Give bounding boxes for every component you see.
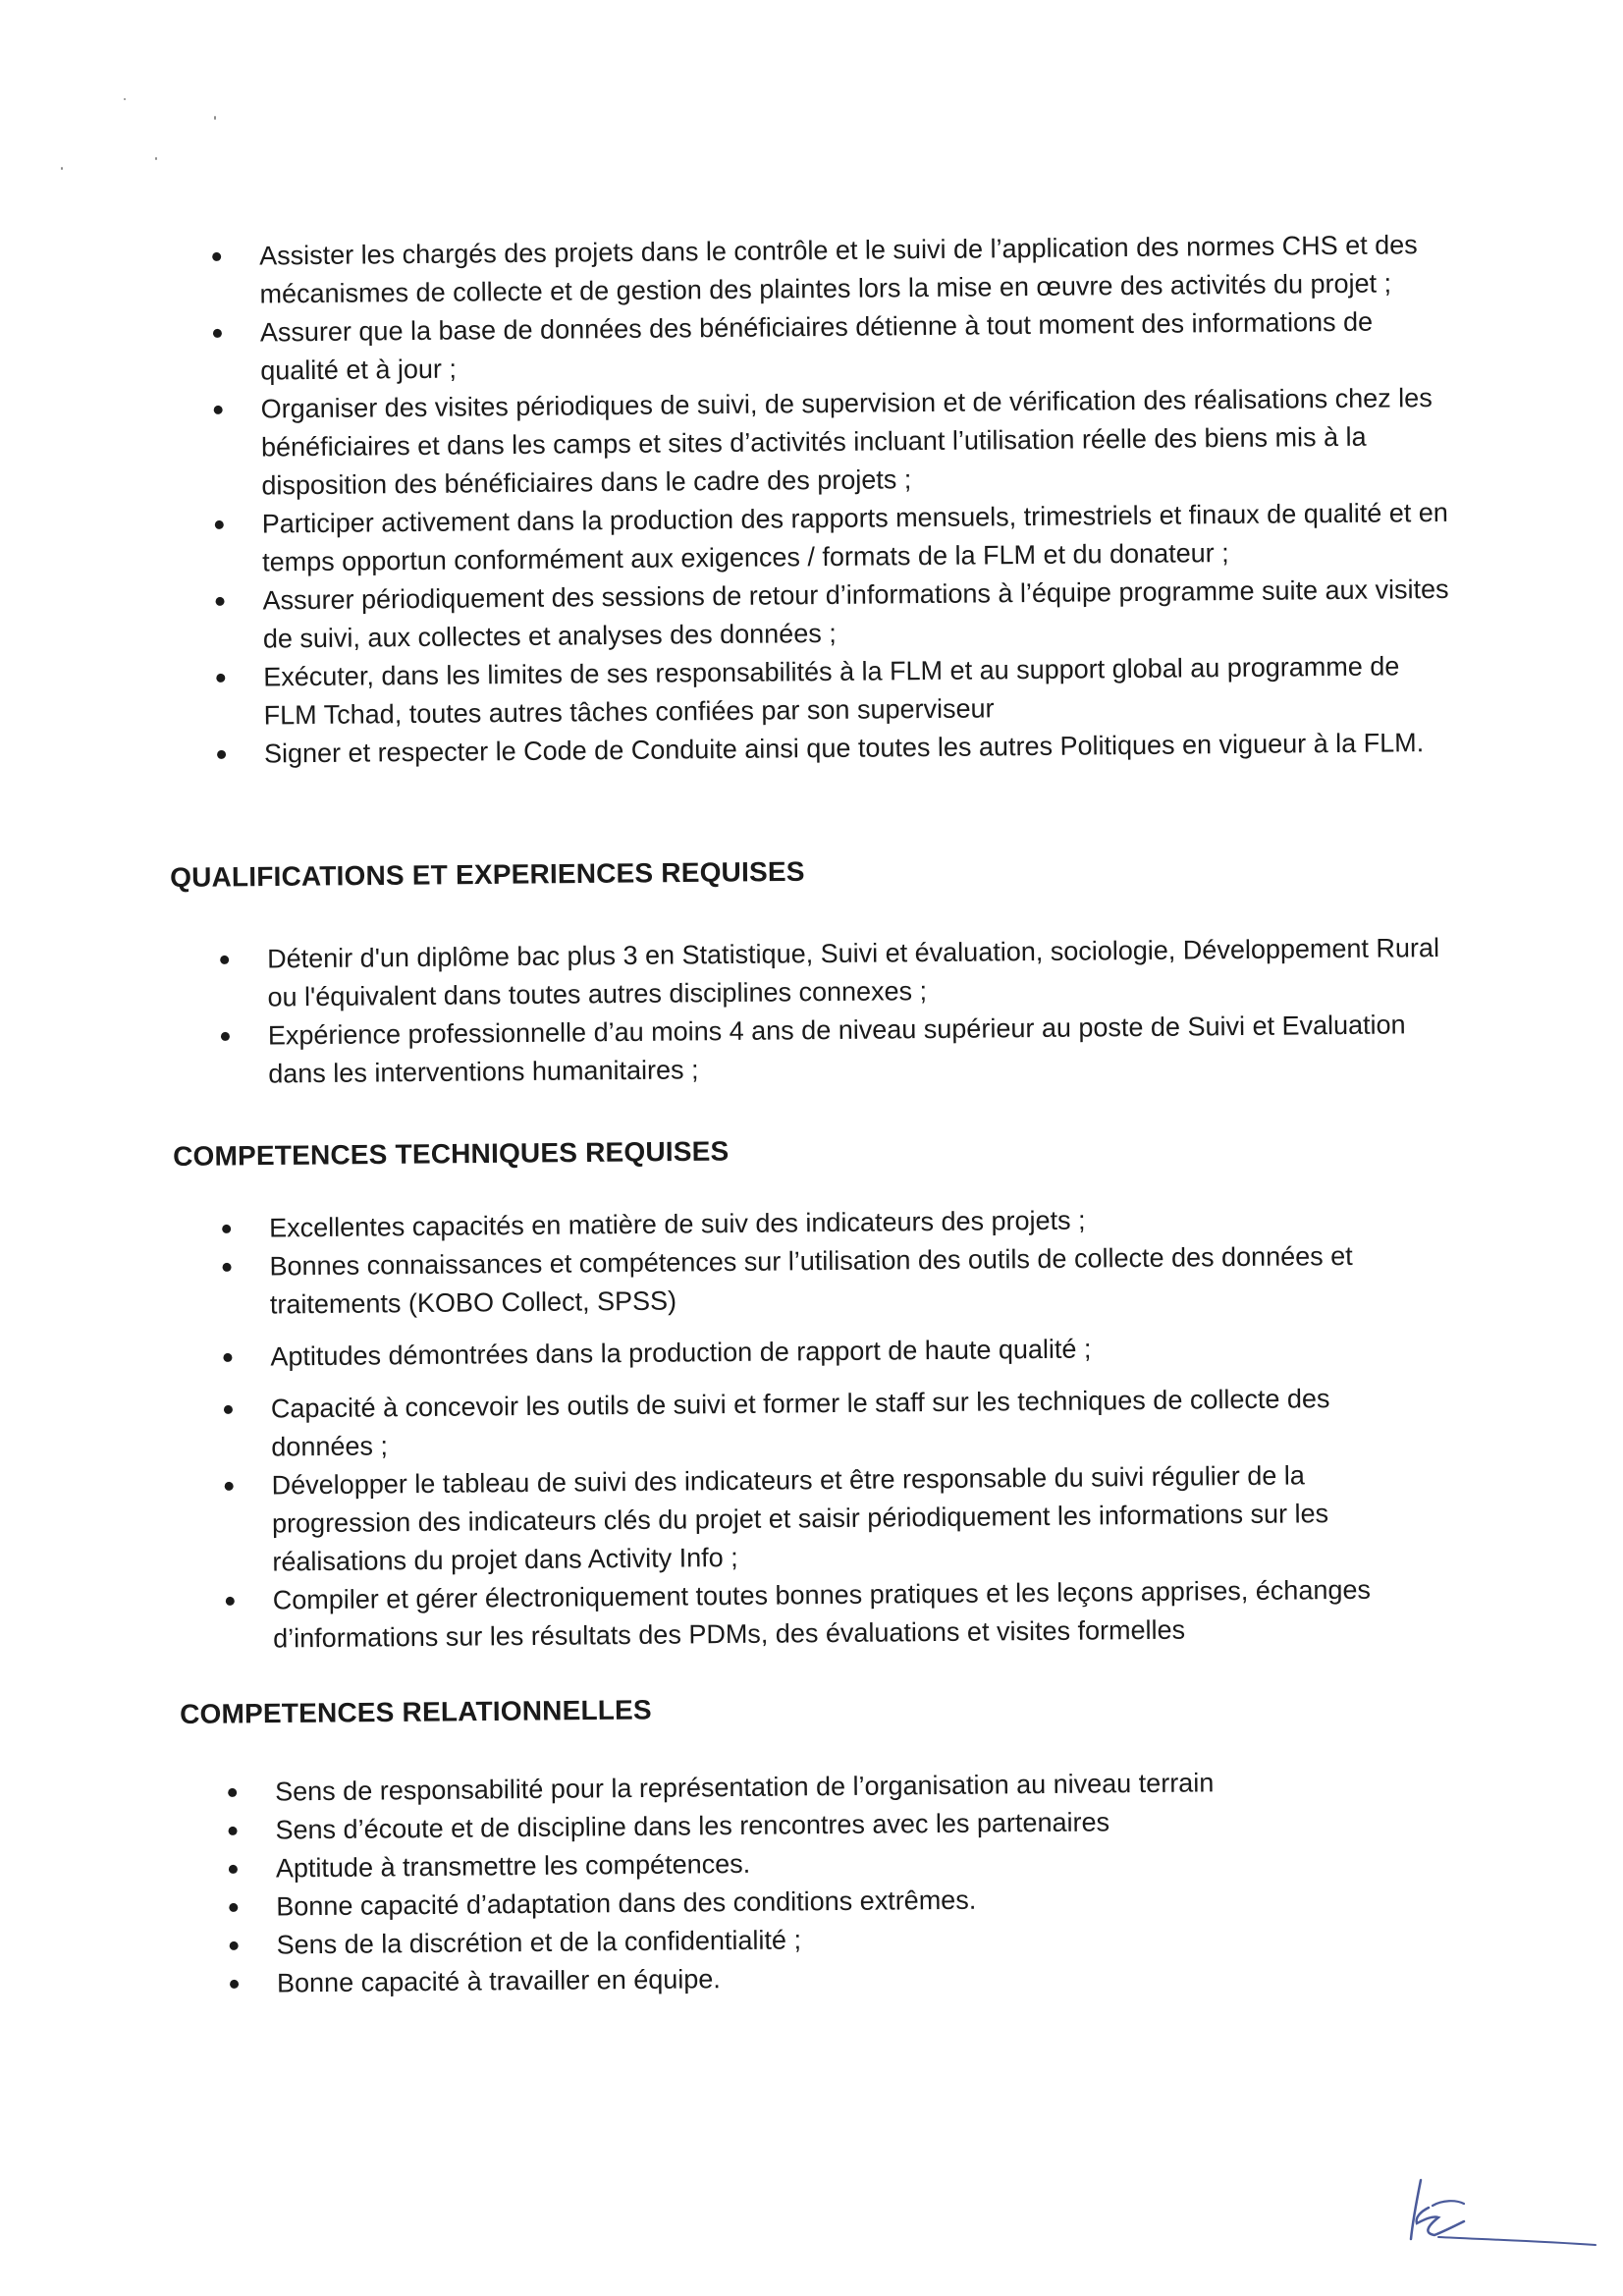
list-item: Bonne capacité d’adaptation dans des conditions extrêmes.	[225, 1877, 1403, 1927]
list-item: Compiler et gérer électroniquement toutes bonnes pratiques et les leçons apprises, échanges d’informations sur les résultats des PDMs, des évaluations et visites formelles	[222, 1570, 1440, 1659]
bullet-icon	[222, 1225, 231, 1233]
list-item: Bonnes connaissances et compétences sur l’utilisation des outils de collecte des données et traitements (KOBO Collect, SPSS)	[218, 1236, 1436, 1325]
bullet-icon	[225, 1482, 234, 1491]
list-item: Excellentes capacités en matière de suiv des indicateurs des projets ;	[218, 1198, 1435, 1248]
bullet-icon	[221, 1032, 230, 1041]
list-item: Capacité à concevoir les outils de suivi et former le staff sur les techniques de collecte des données ;	[220, 1379, 1438, 1467]
bullet-icon	[215, 520, 224, 529]
list-item: Assurer que la base de données des bénéficiaires détienne à tout moment des informations de qualité et à jour ;	[209, 302, 1452, 391]
list-item: Expérience professionnelle d’au moins 4 ans de niveau supérieur au poste de Suivi et Evaluation dans les interventions humanitaires ;	[217, 1006, 1445, 1094]
list-item: Sens d’écoute et de discipline dans les rencontres avec les partenaires	[224, 1800, 1402, 1850]
section-title-qualifications: QUALIFICATIONS ET EXPERIENCES REQUISES	[170, 855, 805, 893]
list-item: Développer le tableau de suivi des indicateurs et être responsable du suivi régulier de la progression des indicateurs clés du projet et saisir périodiquement les informations sur les réalisations du projet dans Activity Info ;	[221, 1455, 1439, 1582]
list-item: Exécuter, dans les limites de ses responsabilités à la FLM et au support global au programme de FLM Tchad, toutes autres tâches confiées par son superviseur	[212, 647, 1455, 736]
bullet-icon	[223, 1353, 232, 1362]
list-item: Assurer périodiquement des sessions de retour d’informations à l’équipe programme suite aux visites de suivi, aux collectes et analyses des données ;	[211, 571, 1454, 659]
bullet-icon	[214, 406, 223, 414]
bullet-icon	[224, 1405, 233, 1414]
bullet-icon	[223, 1263, 232, 1272]
relational-competences-list	[224, 1762, 1404, 2003]
bullet-icon	[216, 597, 225, 606]
list-item: Sens de responsabilité pour la représentation de l’organisation au niveau terrain	[224, 1762, 1402, 1812]
bullet-icon	[230, 1941, 239, 1950]
responsibilities-list	[208, 226, 1455, 774]
scan-speck	[124, 98, 126, 100]
bullet-icon	[216, 674, 225, 683]
list-item: Aptitude à transmettre les compétences.	[225, 1838, 1403, 1888]
bullet-icon	[228, 1788, 237, 1797]
section-title-relational: COMPETENCES RELATIONNELLES	[180, 1694, 652, 1729]
bullet-icon	[212, 252, 221, 261]
list-item: Bonne capacité à travailler en équipe.	[226, 1953, 1404, 2003]
list-item: Signer et respecter le Code de Conduite ainsi que toutes les autres Politiques en vigueur à la FLM.	[213, 724, 1455, 774]
bullet-icon	[229, 1827, 238, 1835]
bullet-icon	[217, 750, 226, 759]
section-title-technical: COMPETENCES TECHNIQUES REQUISES	[173, 1135, 730, 1172]
scan-speck	[61, 167, 63, 170]
list-item: Organiser des visites périodiques de suivi, de supervision et de vérification des réalisations chez les bénéficiaires et dans les camps et sites d’activités incluant l’utilisation réelle des biens mis à la disposition des bénéficiaires dans le cadre des projets ;	[209, 379, 1452, 506]
bullet-icon	[213, 329, 222, 338]
scan-speck	[214, 116, 216, 120]
bullet-icon	[229, 1903, 238, 1912]
list-item: Participer activement dans la production des rapports mensuels, trimestriels et finaux de qualité et en temps opportun conformément aux exigences / formats de la FLM et du donateur ;	[211, 494, 1454, 582]
list-item: Détenir d'un diplôme bac plus 3 en Statistique, Suivi et évaluation, sociologie, Développement Rural ou l'équivalent dans toutes autres disciplines connexes ;	[216, 929, 1444, 1017]
list-item: Aptitudes démontrées dans la production de rapport de haute qualité ;	[219, 1327, 1436, 1377]
bullet-icon	[220, 956, 229, 964]
qualifications-list	[216, 929, 1444, 1094]
technical-competences-list	[218, 1198, 1439, 1659]
scan-speck	[155, 157, 157, 160]
list-item: Assister les chargés des projets dans le contrôle et le suivi de l’application des normes CHS et des mécanismes de collecte et de gestion des plaintes lors la mise en œuvre des activités du projet ;	[208, 226, 1451, 314]
signature-initials	[1399, 2160, 1615, 2259]
bullet-icon	[226, 1597, 235, 1606]
bullet-icon	[229, 1865, 238, 1874]
list-item: Sens de la discrétion et de la confidentialité ;	[225, 1915, 1403, 1965]
bullet-icon	[230, 1980, 239, 1989]
